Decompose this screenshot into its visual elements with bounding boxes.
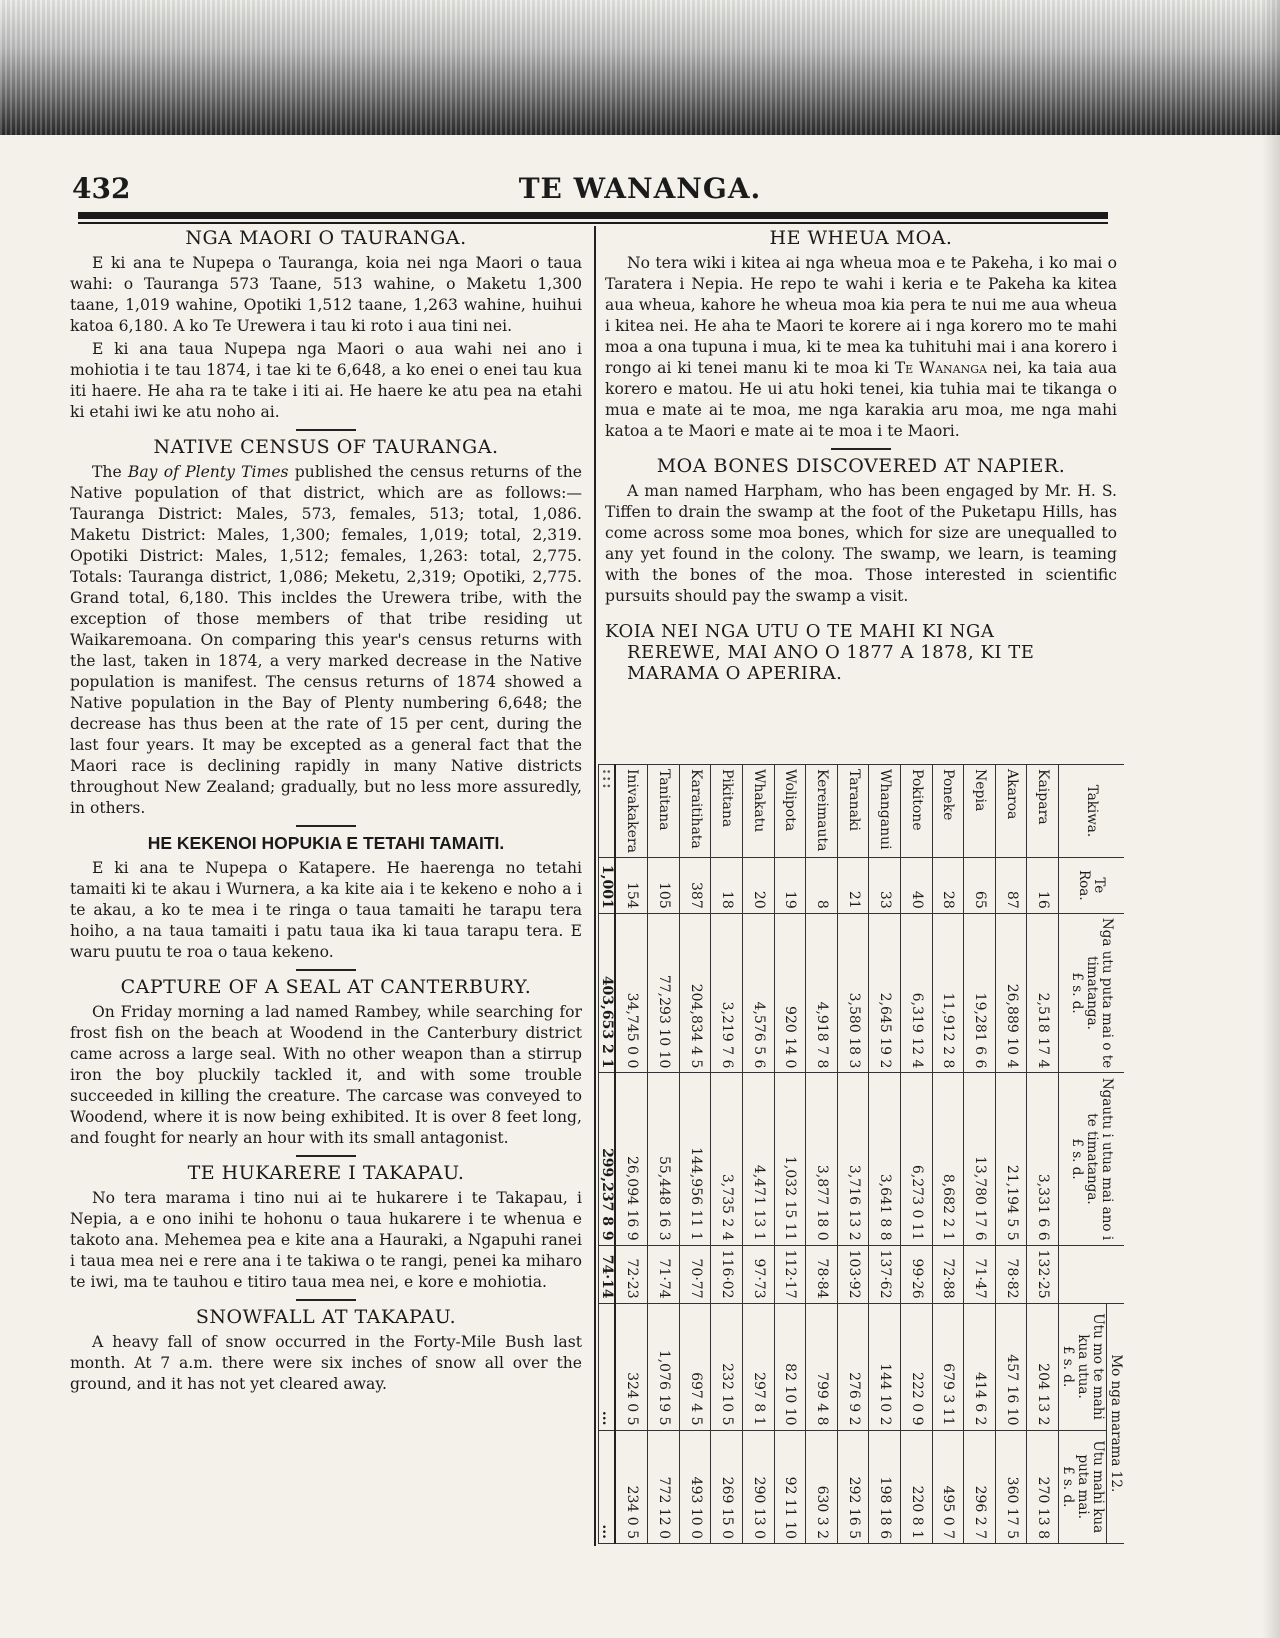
row-utu-mahi-puta: 495 0 7 [932, 1430, 964, 1543]
article-snowfall [70, 1307, 582, 1395]
section-separator [296, 969, 356, 971]
row-utu-mahi-puta: 290 13 0 [743, 1430, 775, 1543]
text-run: nei, ka taia aua korero e matou. He ui atu hoki tenei, kia tuhia mai te tikanga o mua e mate ai te moa, me nga karakia aru moa, me nga mahi katoa a te Maori e mate ai te moa i te Maori. [605, 359, 1117, 440]
row-district-name: Akaroa [995, 765, 1027, 858]
money-units: £ s. d. [1060, 1466, 1076, 1508]
header-utu-puta [1059, 913, 1125, 1073]
header-rule-thin [78, 222, 1108, 224]
row-district-name: Wolipota [774, 765, 806, 858]
row-utu-mai: 4,471 13 1 [743, 1073, 775, 1245]
table-row [711, 765, 743, 1544]
row-paihenoti: 78·84 [806, 1245, 838, 1303]
newspaper-name: Te Wananga [894, 359, 987, 377]
article-moa-bones [605, 456, 1117, 607]
row-district-name: Kaipara [1027, 765, 1059, 858]
row-paihenoti: 99·26 [901, 1245, 933, 1303]
article-title: MOA BONES DISCOVERED AT NAPIER. [656, 455, 1066, 477]
table-header-row [1107, 765, 1125, 1544]
table-title-line: KOIA NEI NGA UTU O TE MAHI KI NGA [605, 621, 995, 642]
article-title: HE WHEUA MOA. [769, 227, 953, 249]
row-te-roa: 105 [648, 857, 680, 913]
row-utu-mai: 3,716 13 2 [837, 1073, 869, 1245]
header-te-roa: Te Roa. [1059, 857, 1125, 913]
table-row [869, 765, 901, 1544]
article-paragraph: On Friday morning a lad named Rambey, while searching for frost fish on the beach at Woodend in the Canterbury district came across a large seal. With no other weapon than a stirrup iron the boy pluckily tackled it, and with some trouble succeeded in killing the creature. The carcase was conveyed to Woodend, where it is now being exhibited. It is over 8 feet long, and fought for nearly an hour with its small antagonist. [70, 1003, 582, 1147]
row-utu-puta: 3,219 7 6 [711, 913, 743, 1073]
article-capture-of-seal [70, 977, 582, 1149]
money-units: £ s. d. [1069, 972, 1085, 1014]
table-row [615, 765, 648, 1544]
row-te-roa: 21 [837, 857, 869, 913]
page-number: 432 [72, 172, 131, 205]
row-paihenoti: 116·02 [711, 1245, 743, 1303]
row-utu-puta: 4,576 5 6 [743, 913, 775, 1073]
row-utu-mahi-puta: 296 2 7 [964, 1430, 996, 1543]
row-utu-puta: 6,319 12 4 [901, 913, 933, 1073]
row-utu-mahi-puta: 92 11 10 [774, 1430, 806, 1543]
row-utu-mahi-puta: 630 3 2 [806, 1430, 838, 1543]
row-te-roa: 19 [774, 857, 806, 913]
table-title-line: REREWE, MAI ANO O 1877 A 1878, KI TE [627, 642, 1035, 663]
row-utu-mo-te-mahi: 799 4 8 [806, 1303, 838, 1430]
row-district-name: Kereimauta [806, 765, 838, 858]
row-utu-mo-te-mahi: 297 8 1 [743, 1303, 775, 1430]
row-te-roa: 33 [869, 857, 901, 913]
row-utu-mai: 8,682 2 1 [932, 1073, 964, 1245]
row-utu-mahi-puta: 772 12 0 [648, 1430, 680, 1543]
table-row [1027, 765, 1059, 1544]
railway-returns-table-rotated [598, 764, 1124, 1544]
table-row [995, 765, 1027, 1544]
header-takiwa: Takiwa. [1059, 765, 1125, 858]
article-title: CAPTURE OF A SEAL AT CANTERBURY. [120, 976, 532, 998]
table-row [837, 765, 869, 1544]
row-utu-puta: 26,889 10 4 [995, 913, 1027, 1073]
row-utu-mai: 1,032 15 11 [774, 1073, 806, 1245]
text-run: No tera wiki i kitea ai nga wheua moa e te Pakeha, i ko mai o Taratera i Nepia. He repo te wahi i keria e te Pakeha ka kitea aua wheua, kahore he wheua moa kia pera te nui me aua wheua i kitea nei. He aha te Maori te korere ai i nga korero mo te mahi moa a ona tupuna i mua, ki te mea ka tuhituhi mai i ana korero i rongo ai ki tenei manu ki te moa ki [605, 254, 1117, 377]
table-row [932, 765, 964, 1544]
money-units: £ s. d. [1069, 1138, 1085, 1180]
row-utu-mo-te-mahi: 697 4 5 [679, 1303, 711, 1430]
row-utu-mai: 3,331 6 6 [1027, 1073, 1059, 1245]
row-utu-mo-te-mahi: 457 16 10 [995, 1303, 1027, 1430]
header-utu-mahi-puta [1059, 1430, 1107, 1543]
row-utu-mai: 55,448 16 3 [648, 1073, 680, 1245]
column-divider [594, 226, 596, 1546]
row-te-roa: 18 [711, 857, 743, 913]
page-header-title: TE WANANGA. [518, 172, 762, 205]
row-utu-mahi-puta: 360 17 5 [995, 1430, 1027, 1543]
table-total-row [599, 765, 616, 1544]
article-title: TE HUKARERE I TAKAPAU. [187, 1162, 465, 1184]
article-title: NGA MAORI O TAURANGA. [185, 227, 467, 249]
row-paihenoti: 97·73 [743, 1245, 775, 1303]
railway-returns-table-area [598, 764, 1124, 1544]
row-utu-mahi-puta: 234 0 5 [615, 1430, 648, 1543]
article-he-wheua-moa [605, 228, 1117, 442]
row-paihenoti: 72·23 [615, 1245, 648, 1303]
row-te-roa: 8 [806, 857, 838, 913]
total-utu-mai: 299,237 8 9 [599, 1073, 616, 1245]
row-utu-puta: 3,580 18 3 [837, 913, 869, 1073]
row-utu-mahi-puta: 220 8 1 [901, 1430, 933, 1543]
total-utu-puta: 403,653 2 1 [599, 913, 616, 1073]
article-te-hukarere [70, 1163, 582, 1293]
header-label: Utu mo te mahi kua utua. [1075, 1313, 1106, 1420]
table-row [964, 765, 996, 1544]
row-utu-puta: 2,645 19 2 [869, 913, 901, 1073]
table-row [679, 765, 711, 1544]
article-paragraph [605, 253, 1117, 442]
total-paihenoti: 74·14 [599, 1245, 616, 1303]
railway-returns-table [598, 764, 1124, 1544]
row-utu-mai: 13,780 17 6 [964, 1073, 996, 1245]
table-row [806, 765, 838, 1544]
row-utu-mo-te-mahi: 276 9 2 [837, 1303, 869, 1430]
left-column [70, 228, 582, 1397]
article-native-census [70, 437, 582, 819]
row-utu-mai: 3,877 18 0 [806, 1073, 838, 1245]
row-utu-mo-te-mahi: 204 13 2 [1027, 1303, 1059, 1430]
total-utu-mo-te-mahi: ... [599, 1303, 616, 1430]
article-title: SNOWFALL AT TAKAPAU. [195, 1306, 457, 1328]
newspaper-name: Bay of Plenty Times [127, 463, 289, 481]
table-title [605, 621, 1117, 684]
row-utu-mahi-puta: 198 18 6 [869, 1430, 901, 1543]
article-title: NATIVE CENSUS OF TAURANGA. [153, 436, 499, 458]
scan-top-band [0, 0, 1280, 135]
scan-right-edge [1262, 0, 1280, 1638]
row-utu-mahi-puta: 270 13 8 [1027, 1430, 1059, 1543]
row-utu-mo-te-mahi: 232 10 5 [711, 1303, 743, 1430]
row-te-roa: 65 [964, 857, 996, 913]
row-te-roa: 154 [615, 857, 648, 913]
article-paragraph: E ki ana te Nupepa o Katapere. He haerenga no tetahi tamaiti ki te akau i Wurnera, a ka kite aia i te kekeno e noho a i te akau, a ko te mea i te ringa o taua tamaiti he tarapu tera hoiho, a na taua tamaiti i patu taua ika ki taua tarapu tera. E waru puutu te roa o taua kekeno. [70, 859, 582, 961]
table-row [901, 765, 933, 1544]
article-paragraph: No tera marama i tino nui ai te hukarere i te Takapau, i Nepia, a e ono inihi te hohonu o taua hukarere i te whenua e takoto ana. Mehemea pea e kite ana a Hauraki, a Ngapuhi ranei i taua mea nei e rere ana i te takiwa o te rangi, penei ka miharo te iwi, ma te tauhou e titiro taua mea nei, e kore e mohiotia. [70, 1189, 582, 1291]
total-label: ::: [599, 765, 616, 858]
row-district-name: Poneke [932, 765, 964, 858]
row-paihenoti: 103·92 [837, 1245, 869, 1303]
row-district-name: Inivakakera [615, 765, 648, 858]
header-label: Ngautu i utua mai ano i te timatanga. [1084, 1077, 1115, 1241]
article-paragraph: E ki ana te Nupepa o Tauranga, koia nei nga Maori o taua wahi: o Tauranga 573 Taane, 513 wahine, o Maketu 1,300 taane, 1,019 wahine, Opotiki 1,512 taane, 1,263 wahine, huihui katoa 6,180. A ko Te Urewera i tau ki roto i aua tini nei. [70, 254, 582, 335]
header-paihenoti [1059, 1245, 1125, 1303]
total-utu-mahi-puta: ... [599, 1430, 616, 1543]
header-utu-mo-te-mahi [1059, 1303, 1107, 1430]
row-utu-puta: 34,745 0 0 [615, 913, 648, 1073]
row-paihenoti: 71·47 [964, 1245, 996, 1303]
row-utu-puta: 4,918 7 8 [806, 913, 838, 1073]
row-te-roa: 20 [743, 857, 775, 913]
row-utu-puta: 2,518 17 4 [1027, 913, 1059, 1073]
row-utu-mo-te-mahi: 222 0 9 [901, 1303, 933, 1430]
total-roa: 1,001 [599, 857, 616, 913]
section-separator [296, 429, 356, 431]
row-utu-mo-te-mahi: 414 6 2 [964, 1303, 996, 1430]
row-district-name: Whanganui [869, 765, 901, 858]
table-title-line: MARAMA O APERIRA. [627, 663, 843, 684]
row-utu-puta: 19,281 6 6 [964, 913, 996, 1073]
article-nga-maori-o-tauranga [70, 228, 582, 423]
row-district-name: Pikitana [711, 765, 743, 858]
row-utu-mai: 26,094 16 9 [615, 1073, 648, 1245]
row-utu-mo-te-mahi: 144 10 2 [869, 1303, 901, 1430]
article-he-kekeno [70, 833, 582, 963]
row-utu-mo-te-mahi: 324 0 5 [615, 1303, 648, 1430]
table-row [774, 765, 806, 1544]
row-utu-mai: 6,273 0 11 [901, 1073, 933, 1245]
row-te-roa: 87 [995, 857, 1027, 913]
row-paihenoti: 112·17 [774, 1245, 806, 1303]
row-utu-mo-te-mahi: 1,076 19 5 [648, 1303, 680, 1430]
row-utu-puta: 204,834 4 5 [679, 913, 711, 1073]
row-paihenoti: 71·74 [648, 1245, 680, 1303]
row-district-name: Pokitone [901, 765, 933, 858]
row-te-roa: 16 [1027, 857, 1059, 913]
article-paragraph: A man named Harpham, who has been engaged by Mr. H. S. Tiffen to drain the swamp at the foot of the Puketapu Hills, has come across some moa bones, which for size are unequalled to any yet found in the colony. The swamp, we learn, is teaming with the bones of the moa. Those interested in scientific pursuits should pay the swamp a visit. [605, 482, 1117, 605]
table-row [648, 765, 680, 1544]
header-rule-thick [78, 212, 1108, 219]
row-utu-mai: 21,194 5 5 [995, 1073, 1027, 1245]
section-separator [831, 448, 891, 450]
text-run: published the census returns of the Native population of that district, which are as follows:—Tauranga District: Males, 573, females, 513; total, 1,086. Maketu District: Males, 1,300; females, 1,019; total, 2,319. Opotiki District: Males, 1,512; females, 1,263: total, 2,775. Totals: Tauranga district, 1,086; Meketu, 2,319; Opotiki, 2,775. Grand total, 6,180. This incldes the Urewera tribe, with the exception of those members of that tribe residing ut Waikaremoana. On comparing this year's census returns with the last, taken in 1874, a very marked decrease in the Native population is manifest. The census returns of 1874 showed a Native population in the Bay of Plenty numbering 6,648; the decrease has thus been at the rate of 15 per cent, during the last four years. It may be excepted as a general fact that the Maori race is declining rapidly in many Native districts throughout New Zealand; gradually, but no less more assuredly, in others. [70, 463, 582, 817]
row-district-name: Karaitihata [679, 765, 711, 858]
header-label: Nga utu puta mai o te timatanga. [1084, 917, 1115, 1069]
right-column [605, 228, 1117, 692]
row-utu-mahi-puta: 493 10 0 [679, 1430, 711, 1543]
row-utu-mai: 3,735 2 4 [711, 1073, 743, 1245]
section-separator [296, 825, 356, 827]
row-paihenoti: 72·88 [932, 1245, 964, 1303]
row-district-name: Nepia [964, 765, 996, 858]
row-paihenoti: 132·25 [1027, 1245, 1059, 1303]
row-paihenoti: 78·82 [995, 1245, 1027, 1303]
row-district-name: Tanitana [648, 765, 680, 858]
row-paihenoti: 137·62 [869, 1245, 901, 1303]
table-body [615, 765, 1059, 1544]
article-paragraph [70, 462, 582, 819]
text-run: The [92, 463, 128, 481]
row-utu-mai: 3,641 8 8 [869, 1073, 901, 1245]
row-utu-mahi-puta: 269 15 0 [711, 1430, 743, 1543]
row-paihenoti: 70·77 [679, 1245, 711, 1303]
row-district-name: Whakatu [743, 765, 775, 858]
section-separator [296, 1299, 356, 1301]
table-row [743, 765, 775, 1544]
row-te-roa: 28 [932, 857, 964, 913]
article-title: HE KEKENOI HOPUKIA E TETAHI TAMAITI. [147, 833, 505, 853]
header-label: Utu mahi kua puta mai. [1075, 1440, 1106, 1534]
row-district-name: Taranaki [837, 765, 869, 858]
row-te-roa: 387 [679, 857, 711, 913]
section-separator [296, 1155, 356, 1157]
row-utu-mai: 144,956 11 1 [679, 1073, 711, 1245]
row-utu-puta: 920 14 0 [774, 913, 806, 1073]
article-paragraph: A heavy fall of snow occurred in the Forty-Mile Bush last month. At 7 a.m. there were six inches of snow all over the ground, and it has not yet cleared away. [70, 1333, 582, 1393]
row-utu-mo-te-mahi: 82 10 10 [774, 1303, 806, 1430]
row-utu-mahi-puta: 292 16 5 [837, 1430, 869, 1543]
money-units: £ s. d. [1060, 1345, 1076, 1388]
row-utu-mo-te-mahi: 679 3 11 [932, 1303, 964, 1430]
row-te-roa: 40 [901, 857, 933, 913]
row-utu-puta: 77,293 10 10 [648, 913, 680, 1073]
header-utu-mai [1059, 1073, 1125, 1245]
article-paragraph: E ki ana taua Nupepa nga Maori o aua wahi nei ano i mohiotia i te tau 1874, i tae ki te 6,648, a ko enei o enei tau kua iti haere. He aha ra te take i iti ai. He haere ke atu pea na etahi ki etahi iwi ke atu noho ai. [70, 340, 582, 421]
row-utu-puta: 11,912 2 8 [932, 913, 964, 1073]
header-group-12-months: Mo nga marama 12. [1107, 1303, 1125, 1543]
